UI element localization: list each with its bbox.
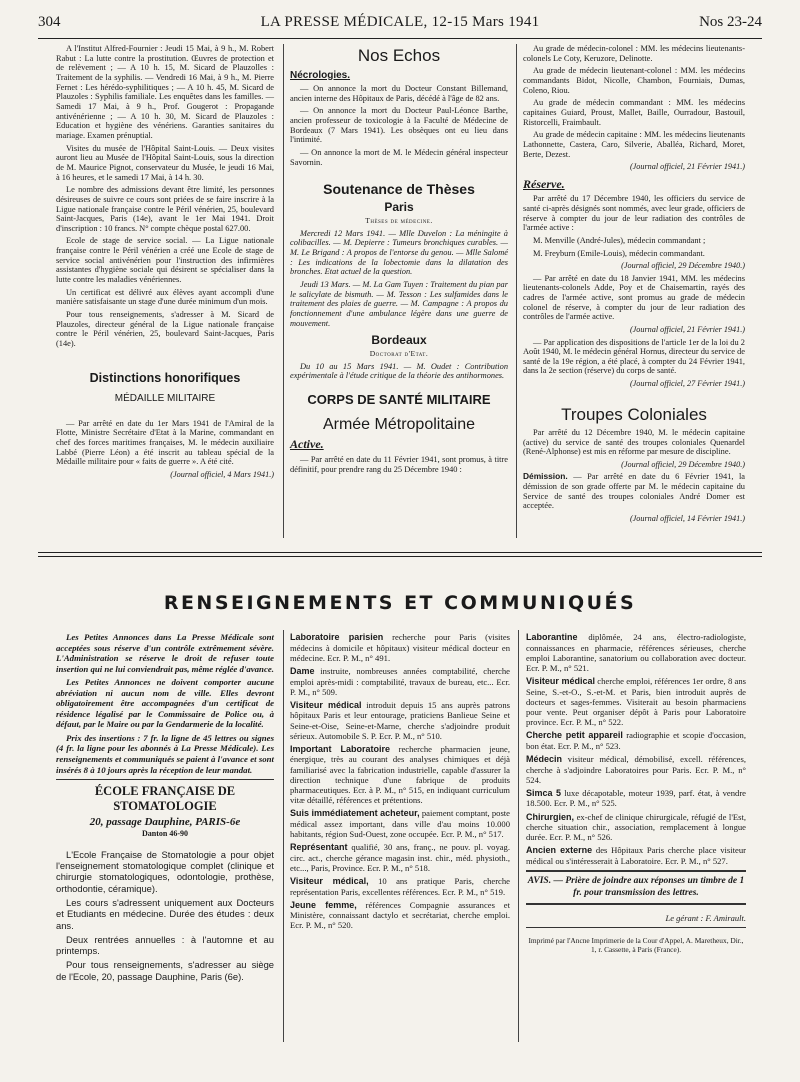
classified-ad — [526, 788, 746, 809]
bordeaux-subheading: Doctorat d'Etat. — [369, 349, 429, 359]
journal-reference: (Journal officiel, 29 Décembre 1940.) — [621, 460, 745, 470]
medaille-heading: MÉDAILLE MILITAIRE — [114, 393, 216, 405]
classified-ad — [290, 744, 510, 805]
ad-title: Ancien externe — [526, 845, 593, 856]
ad-text: des Hôpitaux Paris cherche place visiteur médical ou s'intéresserait à Laboratoire. Ecr. P. M., n° 527. — [526, 845, 746, 867]
ad-text: visiteur médical, démobilisé, excell. références, cherche à s'adjoindre Laboratoires pour Paris. Ecr. P. M., n° 524. — [526, 753, 746, 785]
paragraph: Les cours s'adressent uniquement aux Docteurs et Etudiants en médecine. Durée des études : deux ans. — [56, 897, 274, 931]
paragraph: — On annonce la mort du Docteur Constant Billemand, ancien interne des Hôpitaux de Paris, décédé à l'âge de 82 ans. — [290, 84, 508, 103]
paragraph: Deux rentrées annuelles : à l'automne et au printemps. — [56, 933, 274, 957]
classified-ad — [290, 900, 510, 931]
notice: Prix des insertions : 7 fr. la ligne de 45 lettres ou signes (4 fr. la ligne pour les abonnés à La Presse Médicale). Les renseignements et communiqués se paient à l'avance et sont insérés 8 à 10 jours après la réception de leur mandat. — [56, 732, 274, 775]
ad-text: instruite, nombreuses années comptabilité, cherche emploi après-midi : comptabilité, travaux de bureau, etc... Ecr. P. M., n° 509. — [290, 665, 510, 697]
classified-ad — [526, 845, 746, 866]
paragraph — [523, 472, 745, 511]
ad-title: Visiteur médical — [290, 699, 362, 710]
divider — [56, 779, 274, 780]
ad-text: références Compagnie assurances et Ministère, connaissant dactylo et secrétariat, cherche emploi. Ecr. P. M., n° 520. — [290, 899, 511, 931]
troupes-heading: Troupes Coloniales — [561, 404, 707, 424]
ad-text: recherche pour Paris (visites médecins à domicile et hôpitaux) visiteur médical docteur en médecine. Ecr. P. M., n° 491. — [290, 632, 510, 663]
classified-ad — [290, 632, 510, 663]
ad-title: Dame — [290, 665, 315, 676]
paragraph: Pour tous renseignements, s'adresser au siège de l'Ecole, 20, passage Dauphine, Paris (6e). — [56, 959, 274, 982]
issue-number: Nos 23-24 — [699, 14, 762, 30]
imprimeur: Imprimé par l'Ancne Imprimerie de la Cour d'Appel, A. Maretheux, Dir., 1, r. Cassette, à Paris (France). — [528, 936, 744, 955]
classified-ad — [290, 666, 510, 697]
paragraph: Du 10 au 15 Mars 1941. — M. Oudet : Contribution expérimentale à l'étude critique de la théorie des antihormones. — [290, 361, 508, 381]
page-header — [38, 14, 762, 36]
ecole-ad — [56, 784, 274, 982]
journal-title: LA PRESSE MÉDICALE, 12-15 Mars 1941 — [260, 14, 540, 30]
paragraph: Ecole de stage de service social. — La Ligue nationale française contre le Péril vénérien a créé une Ecole de stage de service social antivénérien pour l'instruction des infirmières assistantes d'hygiène sociale qui désirent se spécialiser dans la lutte contre les maladies vénériennes. — [56, 236, 274, 285]
corps-heading: CORPS DE SANTÉ MILITAIRE — [307, 392, 491, 408]
paris-subheading: Thèses de médecine. — [365, 216, 433, 226]
gerant: Le gérant : F. Amirault. — [665, 913, 746, 924]
notice: Les Petites Annonces ne doivent comporter aucune abréviation ni aucun nom de ville. Elles devront obligatoirement être accompagnées d'un certificat de résidence légalisé par le Commissaire de Police ou, à défaut, par le Maire ou par la Gendarmerie de la localité. — [56, 677, 274, 730]
ad-text: introduit depuis 15 ans auprès patrons hôpitaux Paris et leur entourage, praticiens Banlieue Seine et Seine-et-Oise, Seine-et-Marne, cherche s'adjoindre produit sérieux. Automobile S. P. Ecr. P. M., n° 510. — [290, 699, 510, 741]
divider — [526, 927, 746, 928]
column-divider — [518, 630, 519, 1042]
classified-ad — [526, 812, 746, 843]
classified-ad — [526, 754, 746, 785]
ad-title: Laboratoire parisien — [290, 632, 384, 642]
paragraph: M. Menville (André-Jules), médecin commandant ; — [533, 236, 706, 246]
ad-text: paiement comptant, poste médical assez important, dans ville d'au moins 10.000 habitants, région Sud-Ouest, zone occupée. Ecr. P. M., n° 517. — [290, 808, 510, 839]
echos-heading: Nos Echos — [357, 46, 441, 65]
journal-reference: (Journal officiel, 4 Mars 1941.) — [170, 469, 274, 479]
header-rule — [38, 38, 762, 39]
section-rule — [38, 556, 762, 557]
ad-title: Médecin — [526, 753, 563, 764]
classified-ad — [290, 876, 510, 897]
classified-ad — [290, 842, 510, 873]
ad-text: radiographie et scopie d'occasion, bon état. Ecr. P. M., n° 523. — [526, 730, 746, 751]
ad-text: luxe décapotable, moteur 1939, parf. état, à vendre 18.500. Ecr. P. M., n° 525. — [526, 787, 746, 809]
ad-text: 10 ans pratique Paris, cherche représentation Paris, excellentes références. Ecr. P. M., n° 519. — [290, 875, 510, 897]
journal-reference: (Journal officiel, 27 Février 1941.) — [629, 379, 745, 389]
column-2 — [290, 44, 508, 478]
ecole-title: ÉCOLE FRANÇAISE DE STOMATOLOGIE — [94, 784, 236, 814]
journal-reference: (Journal officiel, 21 Février 1941.) — [629, 325, 745, 335]
ad-text: recherche pharmacien jeune, énergique, très au courant des analyses chimiques et déjà familiarisé avec la fabrication industrielle, capable d'assurer la direction technique d'une fabrique de produits pharmaceutiques. Ecr. à P. M., n° 515, en indiquant curriculum vitæ détaillé, références et prétentions. — [290, 743, 511, 805]
demission-label: Démission. — [523, 471, 568, 482]
ad-text: cherche emploi, références 1er ordre, 8 ans Seine, S.-et-O., S.-et-M. et Paris, bien introduit auprès de docteurs et sages-femmes. Visiterait au besoin pharmaciens pour vente. Peut organiser dépôt à Paris pour Laboratoire province. Ecr. P. M., n° 522. — [526, 676, 746, 728]
ad-title: Important Laboratoire — [290, 743, 390, 754]
classified-ad — [290, 700, 510, 741]
paragraph: Visites du musée de l'Hôpital Saint-Louis. — Deux visites auront lieu au Musée de l'Hôpital Saint-Louis, sous la direction de M. Maurice Pignot, conservateur du Musée, le jeudi 16 Mai, à 16 heures, et le samedi 17 Mai, à 14 h. 30. — [56, 143, 274, 182]
ad-title: Suis immédiatement acheteur, — [290, 808, 420, 819]
ad-title: Cherche petit appareil — [526, 730, 623, 741]
reserve-heading: Réserve. — [523, 176, 565, 191]
avis-notice: AVIS. — Prière de joindre aux réponses un timbre de 1 fr. pour transmission des lettres. — [527, 876, 745, 898]
paragraph: M. Freyburn (Emile-Louis), médecin commandant. — [533, 248, 705, 258]
journal-reference: (Journal officiel, 29 Décembre 1940.) — [621, 261, 745, 271]
armee-heading: Armée Métropolitaine — [322, 416, 476, 434]
column-3 — [523, 44, 745, 527]
journal-reference: (Journal officiel, 14 Février 1941.) — [629, 514, 745, 524]
ad-title: Chirurgien, — [526, 811, 575, 822]
demission-text: — Par arrêté en date du 6 Février 1941, la démission de son grade offerte par M. le médecin capitaine du Service de santé des troupes coloniales André Domer est acceptée. — [523, 472, 745, 511]
ad-title: Représentant — [290, 842, 348, 853]
renseignements-heading: RENSEIGNEMENTS ET COMMUNIQUÉS — [163, 592, 637, 614]
paragraph: Mercredi 12 Mars 1941. — Mlle Duvelon : La méningite à colibacilles. — M. Depierre : Tumeurs bronchiques curables. — M. Le Brigand : A propos de l'entorse du genou. — Mlle Salomé : Les indications de la lobectomie dans la dilatation des bronches. Etat actuel de la question. — [290, 228, 508, 277]
column-divider — [516, 44, 517, 538]
paris-heading: Paris — [384, 200, 414, 215]
necrologies-heading: Nécrologies. — [290, 69, 351, 81]
section-rule — [38, 552, 762, 553]
paragraph: A l'Institut Alfred-Fournier : Jeudi 15 Mai, à 9 h., M. Robert Rabut : La lutte contre la prostitution. Œuvres de protection et de relèvement ; — A 10 h. 15, M. Sicard de Plauzolles : Traitement de la syphilis. — Vendredi 16 Mai, à 9 h., M. Pierre Fernet : Les hérédo-syphilitiques ; — A 10 h. 45, M. Sicard de Plauzoles : Syphilis familiale. Les enquêtes dans les familles. — Samedi 17 Mai, à 9 h., Prof. Gougerot : Propagande antivénérienne ; — A 10 h. 30, M. Sicard de Plauzoles : Education et hygiène des vénériens. Garanties sanitaires du mariage. Examen prénuptial. — [56, 44, 274, 140]
ad-title: Visiteur médical — [526, 676, 595, 687]
paragraph: Un certificat est délivré aux élèves ayant accompli d'une manière satisfaisante un stage d'une durée minimum d'un mois. — [56, 287, 274, 307]
classified-ad — [526, 730, 746, 751]
paragraph: — Par application des dispositions de l'article 1er de la loi du 2 Août 1940, M. le médecin général Hornus, directeur du service de santé de la 19e région, a été placé, à compter du 24 Février 1941, dans la 2e section (réserve) du corps de santé. — [523, 337, 745, 376]
classified-ad — [526, 676, 746, 727]
paragraph: — On annonce la mort de M. le Médecin général inspecteur Savornin. — [290, 147, 508, 167]
ad-text: ex-chef de clinique chirurgicale, réfugié de l'Est, cherche situation chir., association, remplacement à longue durée. Ecr. P. M., n° 526. — [526, 811, 746, 843]
journal-reference: (Journal officiel, 21 Février 1941.) — [629, 162, 745, 172]
classified-ad — [290, 808, 510, 839]
paragraph: Le nombre des admissions devant être limité, les personnes désireuses de suivre ce cours sont priées de se faire inscrire à la Ligue nationale française contre le Péril vénérien, 25, boulevard Saint-Jacques, Paris (14e), avant le 1er Mai 1941. Droit d'inscription : 10 francs. N° compte chèque postal 627.00. — [56, 185, 274, 233]
paragraph: Jeudi 13 Mars. — M. La Gam Tuyen : Traitement du pian par le salicylate de bismuth. — M. Tesson : Les sulfamides dans le traitement des plaies de guerre. — M. Campagne : A propos du fonctionnement d'une ambulance légère dans une guerre de mouvement. — [290, 280, 508, 328]
bordeaux-heading: Bordeaux — [371, 333, 427, 348]
ecole-address: 20, passage Dauphine, PARIS-6e — [89, 816, 241, 829]
column-1 — [56, 44, 274, 482]
paragraph: Au grade de médecin-colonel : MM. les médecins lieutenants-colonels Le Coty, Keruzore, Delinotte. — [523, 44, 745, 63]
paragraph: — Par arrêté en date du 18 Janvier 1941, MM. les médecins lieutenants-colonels Adde, Poy et de Chaisemartin, rayés des cadres de l'armée active, sont promus au grade de médecin colonel de réserve, à compter du jour de leur radiation des contrôles de l'armée active. — [523, 273, 745, 322]
column-divider — [283, 44, 284, 538]
divider — [526, 870, 746, 872]
ad-title: Simca 5 — [526, 787, 562, 798]
theses-heading: Soutenance de Thèses — [323, 181, 475, 198]
paragraph: — Par arrêté en date du 11 Février 1941, sont promus, à titre définitif, pour prendre rang du 25 Décembre 1940 : — [290, 455, 508, 474]
distinctions-heading: Distinctions honorifiques — [89, 370, 241, 385]
paragraph: L'Ecole Française de Stomatologie a pour objet l'enseignement stomatologique complet (clinique et chirurgie stomatologiques, odontologie, prothèse, orthodontie, céramique). — [56, 848, 274, 894]
paragraph: Par arrêté du 17 Décembre 1940, les officiers du service de santé ci-après désignés sont nommés, avec leur grade, officiers de réserve à compter du jour de leur radiation des contrôles de l'armée active : — [523, 194, 745, 233]
paragraph: Au grade de médecin commandant : MM. les médecins capitaines Guiard, Proust, Mallet, Baille, Ourradour, Bastouil, Ristorcelli, Fraimbault. — [523, 98, 745, 127]
ad-title: Jeune femme, — [290, 899, 357, 910]
paragraph: — Par arrêté en date du 1er Mars 1941 de l'Amiral de la Flotte, Ministre Secrétaire d'Etat à la Marine, commandant en chef des forces maritimes françaises, M. le médecin auxiliaire Labbé (Pierre Léon) a été inscrit au tableau spécial de la Médaille militaire pour « faits de guerre ». A été cité. — [56, 418, 274, 467]
paragraph: — On annonce la mort du Docteur Paul-Léonce Barthe, ancien professeur de toxicologie à la Faculté de Médecine de Bordeaux (7 Mars 1941). Les obsèques ont eu lieu dans l'intimité. — [290, 106, 508, 145]
paragraph: Au grade de médecin lieutenant-colonel : MM. les médecins commandants Bidot, Nicolle, Chambon, Fourniais, Dumas, Coleno, Riou. — [523, 66, 745, 95]
paragraph: Par arrêté du 12 Décembre 1940, M. le médecin capitaine (active) du service de santé des troupes coloniales Quenardel (René-Alphonse) est mis en réforme par mesure de discipline. — [523, 428, 745, 457]
active-heading: Active. — [290, 437, 324, 452]
ad-text: qualifié, 30 ans, franç., ne pouv. pl. voyag. circ. act., cherche gérance magasin inst. chir., méd. physioth., etc..., Paris, Province. Ecr. P. M., n° 518. — [290, 842, 510, 873]
paragraph: Au grade de médecin capitaine : MM. les médecins lieutenants Lathonnette, Castera, Caro, Silverie, Aballéa, Richard, Moret, Berte, Dezest. — [523, 130, 745, 159]
column-divider — [283, 630, 284, 1042]
ad-title: Visiteur médical, — [290, 875, 369, 886]
notice: Les Petites Annonces dans La Presse Médicale sont acceptées sous réserve d'un contrôle extrêmement sévère. L'Administration se réserve le droit de refuser toute insertion qui ne lui conviendrait pas, même réglée d'avance. — [56, 632, 274, 674]
classified-ad — [526, 632, 746, 673]
bottom-column-3 — [526, 632, 746, 955]
bottom-column-2 — [290, 632, 510, 934]
bottom-column-1 — [56, 632, 274, 985]
divider — [526, 903, 746, 905]
page-number: 304 — [38, 14, 61, 30]
ad-text: diplômée, 24 ans, électro-radiologiste, connaissances en pharmacie, références sérieuses, cherche emploi Laborantine, sanatorium ou collaboration avec docteur. Ecr. P. M., n° 521. — [526, 632, 746, 673]
ecole-telephone: Danton 46-90 — [141, 829, 188, 839]
paragraph: Pour tous renseignements, s'adresser à M. Sicard de Plauzoles, directeur général de la Ligue nationale française contre le Péril vénérien, 25, boulevard Saint-Jacques, Paris (14e). — [56, 310, 274, 349]
ad-title: Laborantine — [526, 632, 578, 642]
